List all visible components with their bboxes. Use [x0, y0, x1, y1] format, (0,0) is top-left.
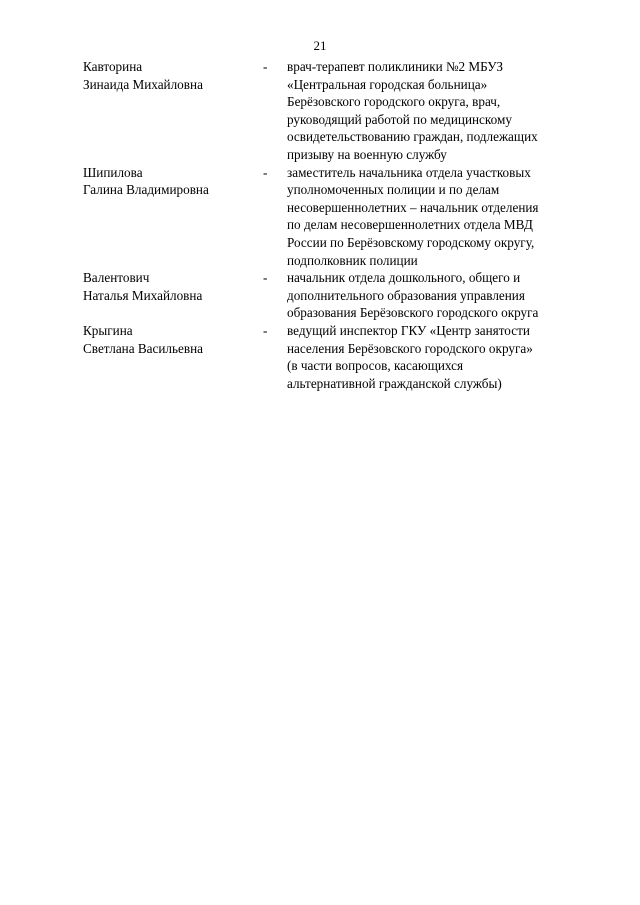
member-name	[83, 164, 263, 270]
position-line: призыву на военную службу	[287, 146, 447, 162]
member-given-names: Зинаида Михайловна	[83, 76, 203, 92]
member-name	[83, 322, 263, 392]
member-surname: Крыгина	[83, 322, 133, 338]
position-line: России по Берёзовскому городскому округу,	[287, 234, 535, 250]
dash-separator: -	[263, 270, 268, 286]
dash-separator: -	[263, 59, 268, 74]
position-line: заместитель начальника отдела участковых	[287, 164, 531, 180]
position-line: образования Берёзовского городского округа	[287, 305, 539, 321]
position-line: освидетельствованию граждан, подлежащих	[287, 129, 538, 145]
dash-separator: -	[263, 164, 268, 180]
member-given-names: Галина Владимировна	[83, 182, 209, 198]
position-line: врач-терапевт поликлиники №2 МБУЗ	[287, 59, 504, 74]
position-line: несовершеннолетних – начальник отделения	[287, 199, 539, 215]
member-entry	[83, 164, 603, 270]
member-surname: Кавторина	[83, 59, 143, 74]
position-line: дополнительного образования управления	[287, 287, 525, 303]
position-line: Берёзовского городского округа, врач,	[287, 94, 501, 110]
member-position	[287, 164, 587, 270]
position-line: населения Берёзовского городского округа»	[287, 340, 533, 356]
member-entry	[83, 58, 603, 164]
member-name	[83, 58, 263, 164]
member-given-names: Наталья Михайловна	[83, 287, 203, 303]
position-line: по делам несовершеннолетних отдела МВД	[287, 217, 533, 233]
position-line: альтернативной гражданской службы)	[287, 375, 502, 391]
member-given-names: Светлана Васильевна	[83, 340, 204, 356]
position-line: руководящий работой по медицинскому	[287, 111, 512, 127]
position-line: «Центральная городская больница»	[287, 76, 488, 92]
member-position	[287, 322, 587, 392]
position-line: ведущий инспектор ГКУ «Центр занятости	[287, 322, 530, 338]
member-position	[287, 269, 587, 322]
member-surname: Шипилова	[83, 164, 143, 180]
position-line: уполномоченных полиции и по делам	[287, 182, 500, 198]
position-line: подполковник полиции	[287, 252, 418, 268]
position-line: начальник отдела дошкольного, общего и	[287, 270, 521, 286]
member-position	[287, 58, 587, 164]
dash-separator: -	[263, 322, 268, 338]
member-list	[83, 58, 603, 392]
member-name	[83, 269, 263, 322]
member-entry	[83, 322, 603, 392]
position-line: (в части вопросов, касающихся	[287, 358, 464, 374]
member-entry	[83, 269, 603, 322]
page-number: 21	[313, 38, 327, 53]
member-surname: Валентович	[83, 270, 150, 286]
